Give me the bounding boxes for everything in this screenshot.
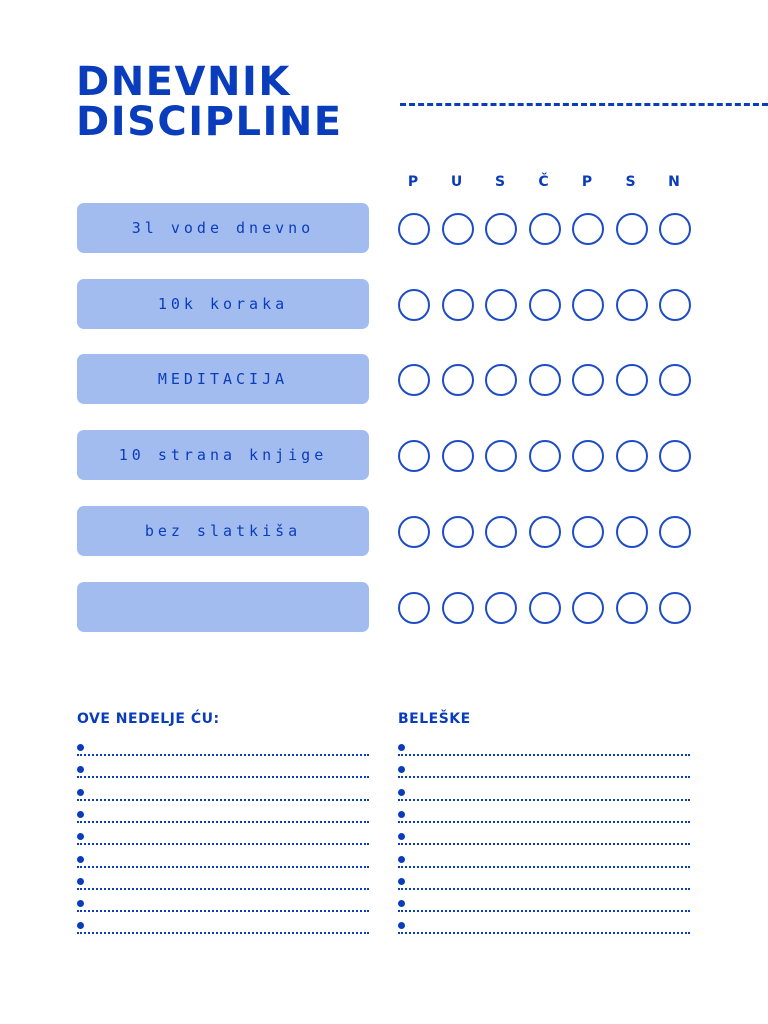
day-checkbox[interactable] xyxy=(442,440,474,472)
day-checkbox[interactable] xyxy=(616,289,648,321)
writing-line[interactable] xyxy=(398,922,690,934)
writing-line[interactable] xyxy=(398,878,690,890)
day-checkbox[interactable] xyxy=(442,289,474,321)
dotted-rule xyxy=(398,799,690,801)
weekday-header xyxy=(397,174,697,192)
writing-line[interactable] xyxy=(77,811,369,823)
dotted-rule xyxy=(77,799,369,801)
day-checkbox[interactable] xyxy=(572,364,604,396)
day-checkbox[interactable] xyxy=(529,213,561,245)
weekday-label: P xyxy=(407,174,419,190)
day-checkbox[interactable] xyxy=(659,213,691,245)
day-checkbox[interactable] xyxy=(572,289,604,321)
day-checkbox[interactable] xyxy=(442,213,474,245)
habit-label: 3l vode dnevno xyxy=(131,219,315,237)
habit-field[interactable] xyxy=(77,203,369,253)
writing-line[interactable] xyxy=(398,833,690,845)
dotted-rule xyxy=(398,776,690,778)
weekday-label: Č xyxy=(538,174,549,190)
day-checkbox[interactable] xyxy=(572,213,604,245)
writing-line[interactable] xyxy=(77,766,369,778)
day-checkbox[interactable] xyxy=(616,516,648,548)
day-checkbox[interactable] xyxy=(398,364,430,396)
day-checkbox[interactable] xyxy=(485,364,517,396)
day-checkbox[interactable] xyxy=(529,364,561,396)
day-checkbox[interactable] xyxy=(616,440,648,472)
writing-line[interactable] xyxy=(398,744,690,756)
writing-line[interactable] xyxy=(398,811,690,823)
bullet-icon xyxy=(77,833,84,840)
day-checkbox[interactable] xyxy=(398,213,430,245)
writing-line[interactable] xyxy=(77,900,369,912)
day-checkbox[interactable] xyxy=(442,364,474,396)
habit-field[interactable] xyxy=(77,582,369,632)
writing-line[interactable] xyxy=(77,833,369,845)
day-checkbox[interactable] xyxy=(485,592,517,624)
day-checkbox[interactable] xyxy=(485,213,517,245)
weekday-label: S xyxy=(625,174,636,190)
bullet-icon xyxy=(77,744,84,751)
habit-field[interactable] xyxy=(77,506,369,556)
day-checkbox[interactable] xyxy=(398,289,430,321)
day-checkbox[interactable] xyxy=(485,440,517,472)
day-checkbox[interactable] xyxy=(659,289,691,321)
bullet-icon xyxy=(398,811,405,818)
dotted-rule xyxy=(77,888,369,890)
habit-label: bez slatkiša xyxy=(144,521,302,540)
habit-field[interactable] xyxy=(77,354,369,404)
bullet-icon xyxy=(77,922,84,929)
writing-line[interactable] xyxy=(77,922,369,934)
title-line-2: DISCIPLINE xyxy=(76,99,343,145)
bullet-icon xyxy=(77,856,84,863)
notes-heading: BELEŠKE xyxy=(398,711,471,727)
day-checkbox[interactable] xyxy=(659,516,691,548)
dotted-rule xyxy=(398,866,690,868)
dotted-rule xyxy=(77,821,369,823)
habit-label: MEDITACIJA xyxy=(157,370,289,389)
day-checkbox[interactable] xyxy=(529,440,561,472)
day-checkbox[interactable] xyxy=(442,592,474,624)
day-checkbox[interactable] xyxy=(485,289,517,321)
bullet-icon xyxy=(398,833,405,840)
day-checkbox[interactable] xyxy=(616,364,648,396)
title-dashed-divider xyxy=(400,103,768,106)
dotted-rule xyxy=(77,776,369,778)
bullet-icon xyxy=(77,766,84,773)
bullet-icon xyxy=(77,878,84,885)
dotted-rule xyxy=(398,843,690,845)
day-checkbox[interactable] xyxy=(616,213,648,245)
dotted-rule xyxy=(77,932,369,934)
day-checkbox[interactable] xyxy=(659,364,691,396)
writing-line[interactable] xyxy=(398,856,690,868)
day-checkbox[interactable] xyxy=(529,289,561,321)
habit-label: 10 strana knjige xyxy=(118,446,328,465)
dotted-rule xyxy=(77,866,369,868)
dotted-rule xyxy=(398,821,690,823)
bullet-icon xyxy=(77,811,84,818)
day-checkbox[interactable] xyxy=(485,516,517,548)
bullet-icon xyxy=(398,878,405,885)
bullet-icon xyxy=(77,789,84,796)
weekday-label: N xyxy=(668,174,680,190)
day-checkbox[interactable] xyxy=(572,592,604,624)
bullet-icon xyxy=(398,766,405,773)
dotted-rule xyxy=(398,932,690,934)
day-checkbox[interactable] xyxy=(398,440,430,472)
bullet-icon xyxy=(398,922,405,929)
day-checkbox[interactable] xyxy=(659,440,691,472)
writing-line[interactable] xyxy=(77,878,369,890)
habit-field[interactable] xyxy=(77,279,369,329)
bullet-icon xyxy=(398,856,405,863)
writing-line[interactable] xyxy=(77,856,369,868)
day-checkbox[interactable] xyxy=(529,516,561,548)
bullet-icon xyxy=(398,789,405,796)
habit-label: 10k koraka xyxy=(157,294,289,313)
writing-line[interactable] xyxy=(398,789,690,801)
habit-field[interactable] xyxy=(77,430,369,480)
dotted-rule xyxy=(77,843,369,845)
day-checkbox[interactable] xyxy=(616,592,648,624)
day-checkbox[interactable] xyxy=(529,592,561,624)
bullet-icon xyxy=(398,900,405,907)
day-checkbox[interactable] xyxy=(659,592,691,624)
dotted-rule xyxy=(77,754,369,756)
day-checkbox[interactable] xyxy=(572,440,604,472)
weekday-label: S xyxy=(494,174,506,190)
bullet-icon xyxy=(77,900,84,907)
dotted-rule xyxy=(398,910,690,912)
dotted-rule xyxy=(77,910,369,912)
weekday-label: P xyxy=(581,174,593,190)
title-line-1: DNEVNIK xyxy=(76,59,291,105)
writing-line[interactable] xyxy=(77,744,369,756)
page-title xyxy=(76,59,343,145)
weekday-label: U xyxy=(450,174,463,190)
day-checkbox[interactable] xyxy=(572,516,604,548)
writing-line[interactable] xyxy=(398,766,690,778)
dotted-rule xyxy=(398,754,690,756)
bullet-icon xyxy=(398,744,405,751)
dotted-rule xyxy=(398,888,690,890)
day-checkbox[interactable] xyxy=(398,592,430,624)
writing-line[interactable] xyxy=(398,900,690,912)
goals-heading: OVE NEDELJE ĆU: xyxy=(77,711,220,727)
writing-line[interactable] xyxy=(77,789,369,801)
day-checkbox[interactable] xyxy=(398,516,430,548)
day-checkbox[interactable] xyxy=(442,516,474,548)
